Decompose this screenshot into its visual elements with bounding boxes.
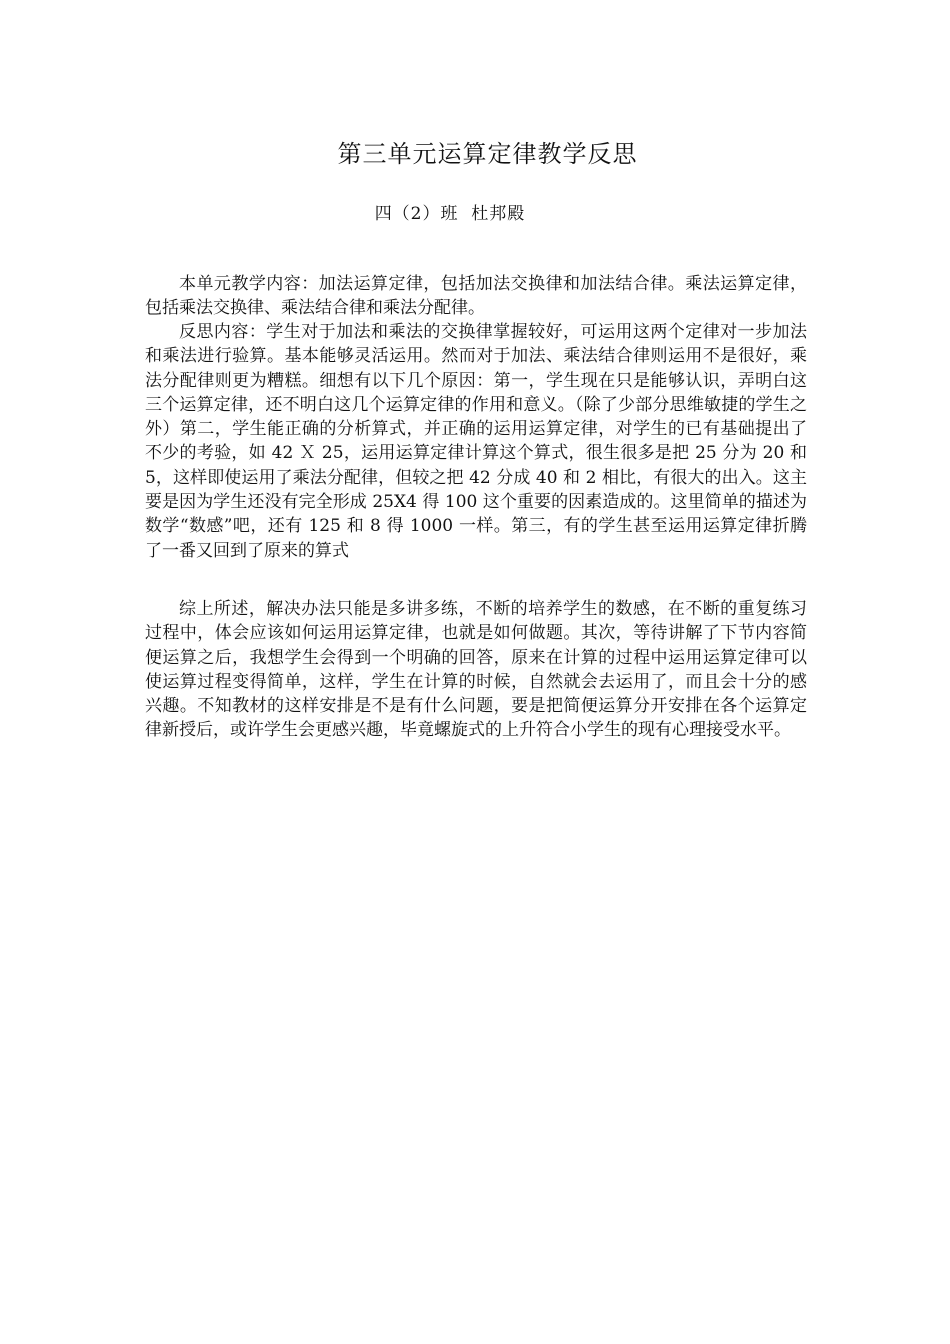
paragraph-conclusion: 综上所述，解决办法只能是多讲多练，不断的培养学生的数感，在不断的重复练习过程中，体会应该如何运用运算定律，也就是如何做题。其次，等待讲解了下节内容简便运算之后，我想学生会得到一个明确的回答，原来在计算的过程中运用运算定律可以使运算过程变得简单，这样，学生在计算的时候，自然就会去运用了，而且会十分的感兴趣。不知教材的这样安排是不是有什么问题，要是把简便运算分开安排在各个运算定律新授后，或许学生会更感兴趣，毕竟螺旋式的上升符合小学生的现有心理接受水平。	[145, 599, 807, 741]
paragraph-teaching-content: 本单元教学内容：加法运算定律，包括加法交换律和加法结合律。乘法运算定律，包括乘法交换律、乘法结合律和乘法分配律。	[145, 274, 807, 319]
document-title: 第三单元运算定律教学反思	[337, 140, 638, 168]
author-line: 四（2）班 杜邦殿	[374, 204, 526, 224]
paragraph-reflection: 反思内容：学生对于加法和乘法的交换律掌握较好，可运用这两个定律对一步加法和乘法进行验算。基本能够灵活运用。然而对于加法、乘法结合律则运用不是很好，乘法分配律则更为糟糕。细想有以下几个原因：第一，学生现在只是能够认识，弄明白这三个运算定律，还不明白这几个运算定律的作用和意义。（除了少部分思维敏捷的学生之外）第二，学生能正确的分析算式，并正确的运用运算定律，对学生的已有基础提出了不少的考验，如 42 Ｘ 25，运用运算定律计算这个算式，很生很多是把 25 分为 20 和 5，这样即使运用了乘法分配律，但较之把 42 分成 40 和 2 相比，有很大的出入。这主要是因为学生还没有完全形成 25X4 得 100 这个重要的因素造成的。这里简单的描述为数学“数感”吧，还有 125 和 8 得 1000 一样。第三，有的学生甚至运用运算定律折腾了一番又回到了原来的算式	[145, 322, 807, 561]
